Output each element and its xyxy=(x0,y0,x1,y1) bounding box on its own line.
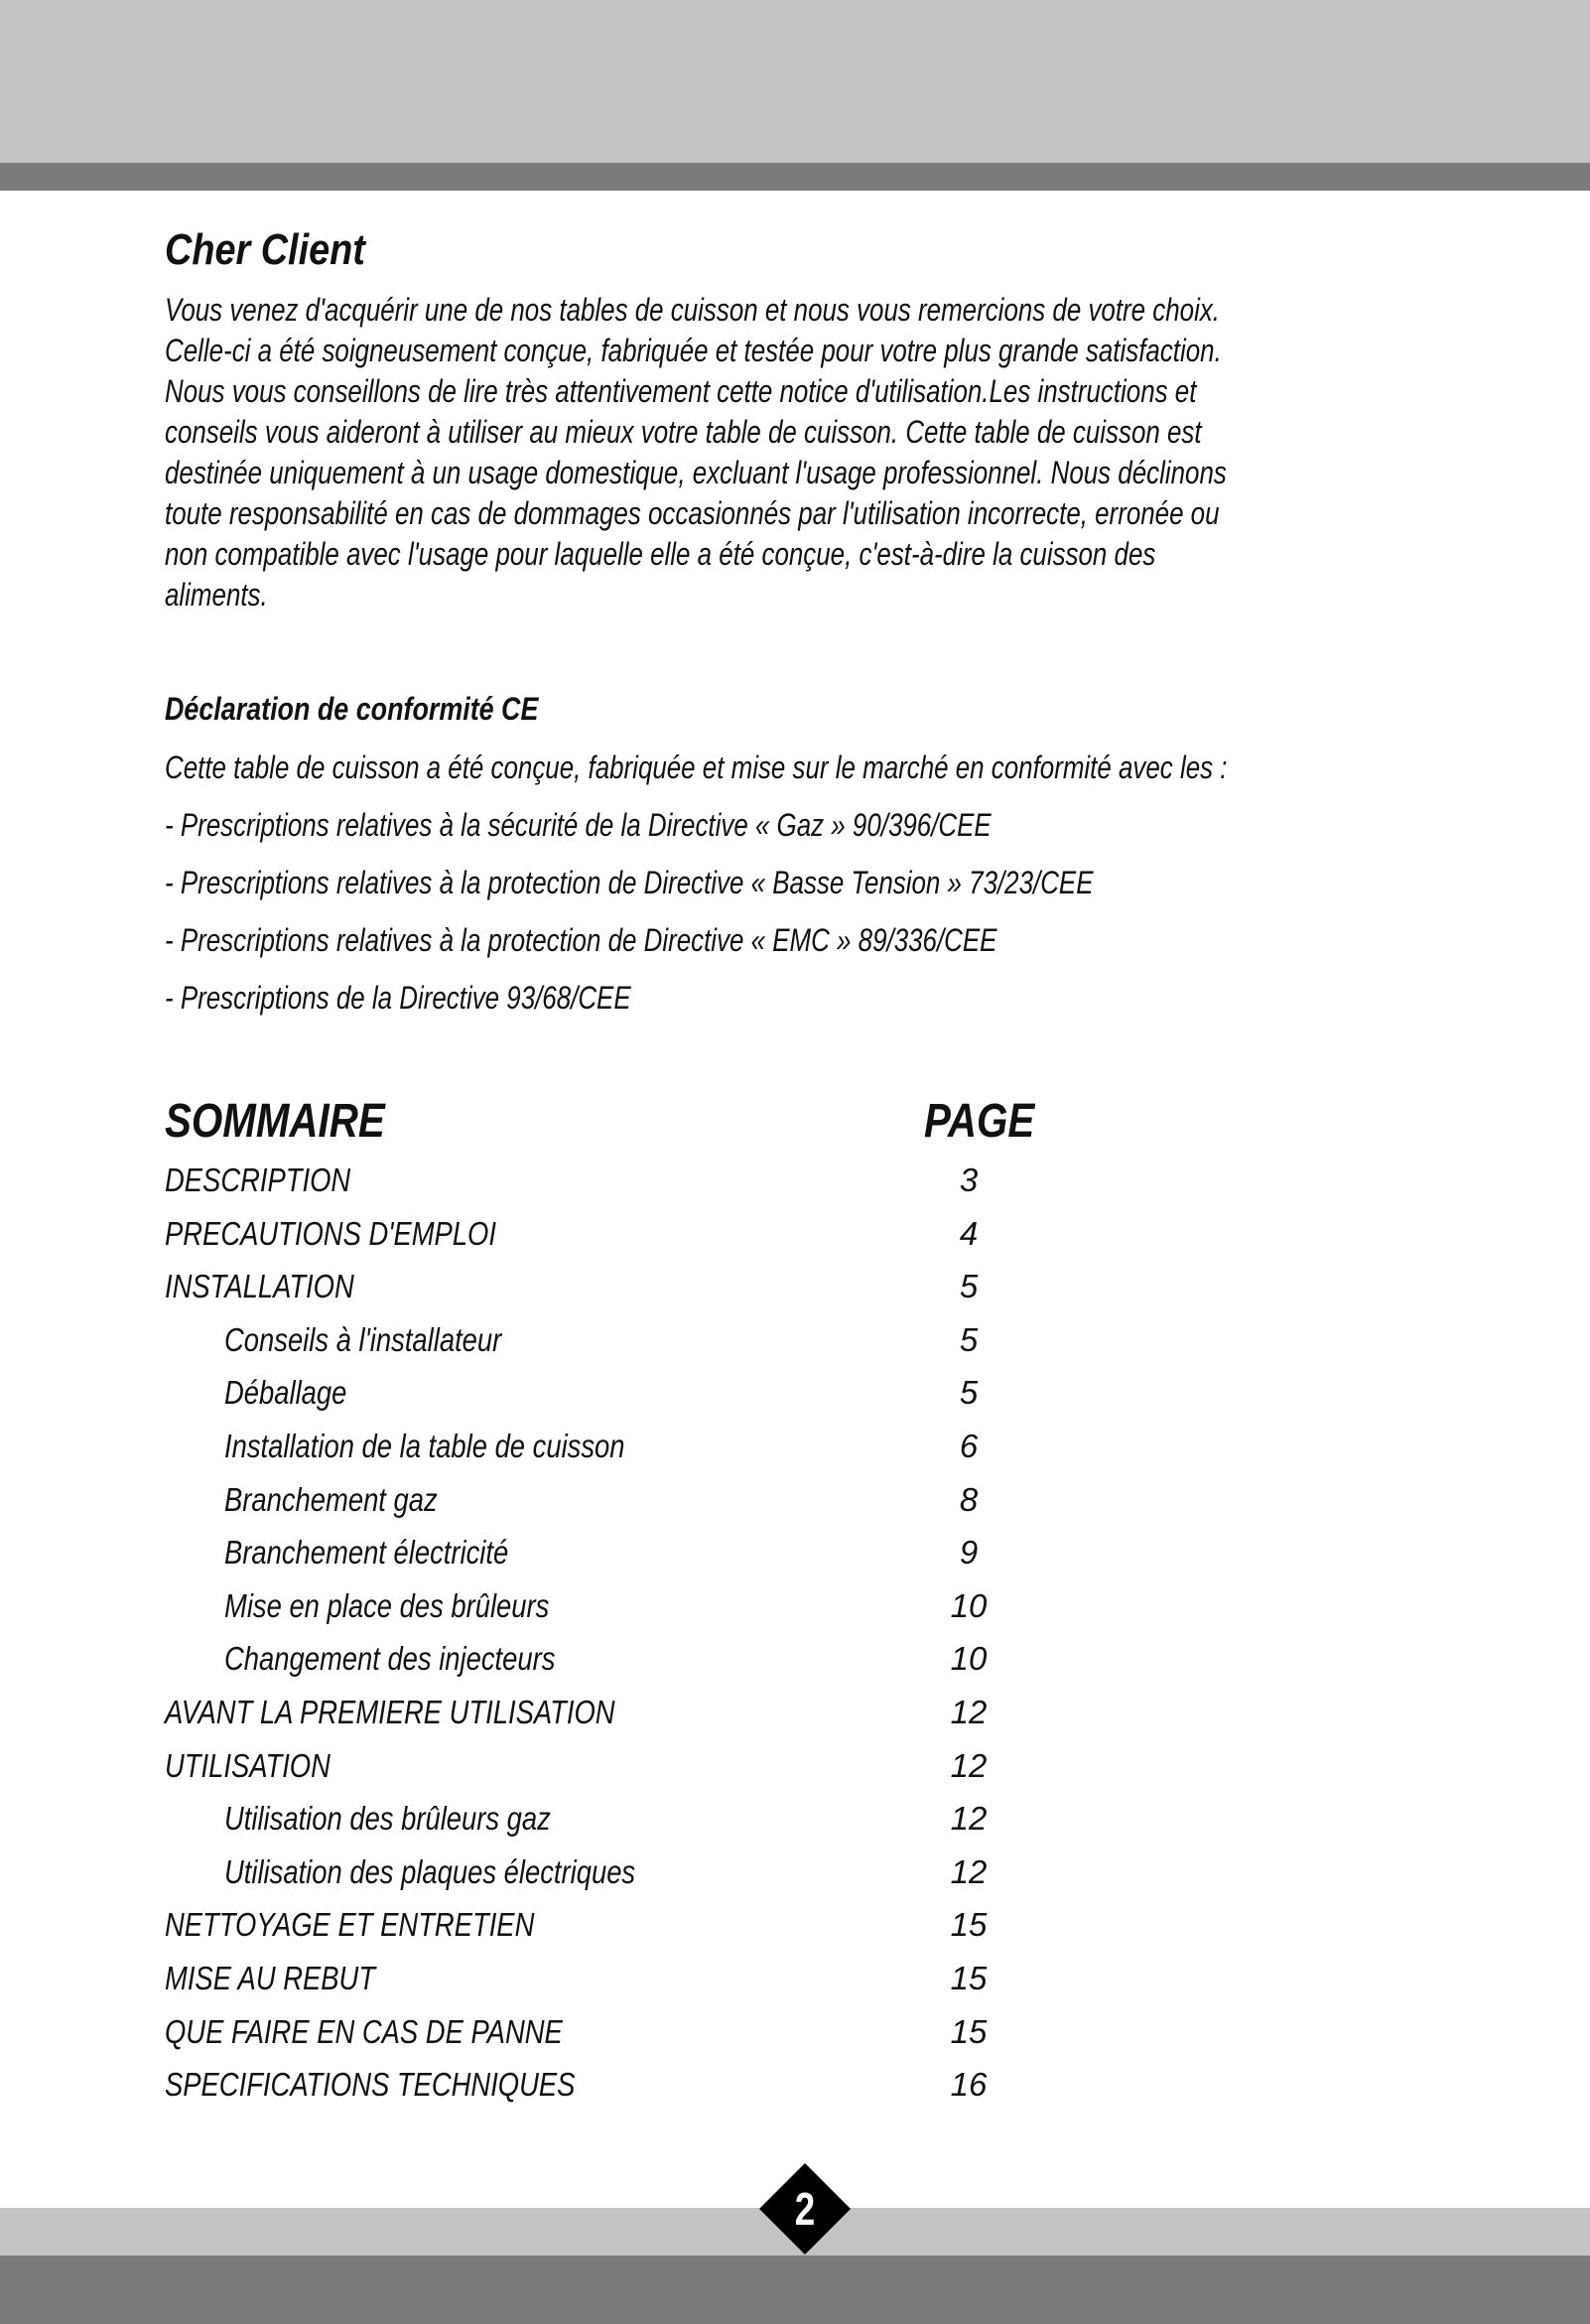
toc-entry-premiere-utilisation xyxy=(165,1686,1157,1739)
intro-line: conseils vous aideront à utiliser au mieux votre table de cuisson. Cette table de cuisson est xyxy=(165,414,1202,450)
toc-subentry-branchement-electricite xyxy=(165,1526,1157,1579)
footer-stripe xyxy=(0,2256,1590,2324)
toc-entry-page: 16 xyxy=(950,2066,988,2104)
intro-line: aliments. xyxy=(165,577,268,613)
header-stripe xyxy=(0,163,1590,191)
toc-entry-label: Installation de la table de cuisson xyxy=(224,1427,625,1464)
intro-paragraph xyxy=(165,290,1282,615)
toc-entry-label: MISE AU REBUT xyxy=(165,1959,376,1996)
toc-entry-page: 8 xyxy=(959,1480,979,1518)
toc-entry-label: Déballage xyxy=(224,1374,347,1412)
toc-entry-label: UTILISATION xyxy=(165,1746,331,1784)
toc-entry-page: 15 xyxy=(950,1959,988,1996)
toc-entry-page: 10 xyxy=(950,1640,988,1678)
toc-subentry-conseils xyxy=(165,1313,1157,1367)
greeting-title: Cher Client xyxy=(165,225,365,274)
toc-subentry-plaques-electriques xyxy=(165,1846,1157,1899)
declaration-intro: Cette table de cuisson a été conçue, fabriquée et mise sur le marché en conformité avec les : xyxy=(165,750,1228,785)
toc-entry-panne xyxy=(165,2005,1157,2059)
declaration-item: - Prescriptions relatives à la protection de Directive « Basse Tension » 73/23/CEE xyxy=(165,865,1094,900)
toc-entry-mise-au-rebut xyxy=(165,1952,1157,2005)
toc-entry-precautions xyxy=(165,1207,1157,1261)
toc-subentry-branchement-gaz xyxy=(165,1473,1157,1527)
toc-entry-description xyxy=(165,1154,1157,1207)
toc-entry-specifications xyxy=(165,2058,1157,2112)
toc-entry-label: Branchement gaz xyxy=(224,1480,438,1518)
declaration-item: - Prescriptions relatives à la sécurité de la Directive « Gaz » 90/396/CEE xyxy=(165,807,992,843)
toc-entry-page: 6 xyxy=(959,1427,979,1464)
toc-entry-page: 15 xyxy=(950,2012,988,2050)
declaration-title: Déclaration de conformité CE xyxy=(165,691,539,727)
toc-entry-page: 12 xyxy=(950,1693,988,1730)
toc-entry-label: Branchement électricité xyxy=(224,1534,509,1572)
toc-entry-label: PRECAUTIONS D'EMPLOI xyxy=(165,1214,496,1252)
toc-entry-utilisation xyxy=(165,1739,1157,1793)
toc-entry-page: 5 xyxy=(959,1374,979,1412)
toc-entry-label: Utilisation des plaques électriques xyxy=(224,1852,636,1890)
toc-entry-page: 12 xyxy=(950,1852,988,1890)
toc-entry-label: NETTOYAGE ET ENTRETIEN xyxy=(165,1906,535,1944)
toc-subentry-installation-table xyxy=(165,1420,1157,1473)
toc-entry-page: 10 xyxy=(950,1586,988,1624)
toc-subentry-bruleurs xyxy=(165,1579,1157,1633)
toc-entry-page: 9 xyxy=(959,1534,979,1572)
page-number-badge xyxy=(759,2163,851,2255)
toc-entry-page: 4 xyxy=(959,1214,979,1252)
toc-entry-nettoyage xyxy=(165,1898,1157,1952)
toc-entry-label: SPECIFICATIONS TECHNIQUES xyxy=(165,2066,576,2104)
toc-header xyxy=(165,1090,1157,1154)
toc-entry-label: DESCRIPTION xyxy=(165,1162,351,1198)
toc-entry-label: INSTALLATION xyxy=(165,1268,354,1305)
toc-entry-page: 12 xyxy=(950,1746,988,1784)
page-number: 2 xyxy=(794,2183,816,2235)
intro-line: Vous venez d'acquérir une de nos tables de cuisson et nous vous remercions de votre choix. xyxy=(165,292,1220,328)
toc-entry-page: 5 xyxy=(959,1320,979,1358)
declaration-item: - Prescriptions de la Directive 93/68/CEE xyxy=(165,980,631,1016)
intro-line: Nous vous conseillons de lire très attentivement cette notice d'utilisation.Les instructions et xyxy=(165,373,1197,409)
declaration-item: - Prescriptions relatives à la protection de Directive « EMC » 89/336/CEE xyxy=(165,922,997,958)
toc-entry-label: Utilisation des brûleurs gaz xyxy=(224,1800,551,1838)
toc-page-heading: PAGE xyxy=(924,1095,1035,1148)
toc-subentry-bruleurs-gaz xyxy=(165,1792,1157,1846)
toc-entry-label: AVANT LA PREMIERE UTILISATION xyxy=(165,1693,615,1730)
toc-entry-label: QUE FAIRE EN CAS DE PANNE xyxy=(165,2012,563,2050)
toc-entry-page: 15 xyxy=(950,1906,988,1944)
toc-entry-page: 12 xyxy=(950,1800,988,1838)
table-of-contents xyxy=(165,1090,1157,2112)
intro-line: non compatible avec l'usage pour laquelle elle a été conçue, c'est-à-dire la cuisson des xyxy=(165,536,1156,572)
toc-entry-page: 5 xyxy=(959,1268,979,1305)
header-band xyxy=(0,0,1590,163)
toc-subentry-deballage xyxy=(165,1366,1157,1420)
toc-entry-installation xyxy=(165,1260,1157,1313)
intro-section xyxy=(165,220,1445,1026)
intro-line: destinée uniquement à un usage domestique, excluant l'usage professionnel. Nous déclinons xyxy=(165,455,1227,490)
intro-line: toute responsabilité en cas de dommages occasionnés par l'utilisation incorrecte, erronée ou xyxy=(165,495,1220,531)
intro-line: Celle-ci a été soigneusement conçue, fabriquée et testée pour votre plus grande satisfaction. xyxy=(165,333,1222,368)
toc-entry-label: Changement des injecteurs xyxy=(224,1640,556,1678)
toc-entry-label: Conseils à l'installateur xyxy=(224,1320,502,1358)
toc-subentry-injecteurs xyxy=(165,1632,1157,1686)
toc-entry-label: Mise en place des brûleurs xyxy=(224,1586,550,1624)
toc-entry-page: 3 xyxy=(959,1162,979,1198)
toc-heading: SOMMAIRE xyxy=(165,1095,385,1148)
